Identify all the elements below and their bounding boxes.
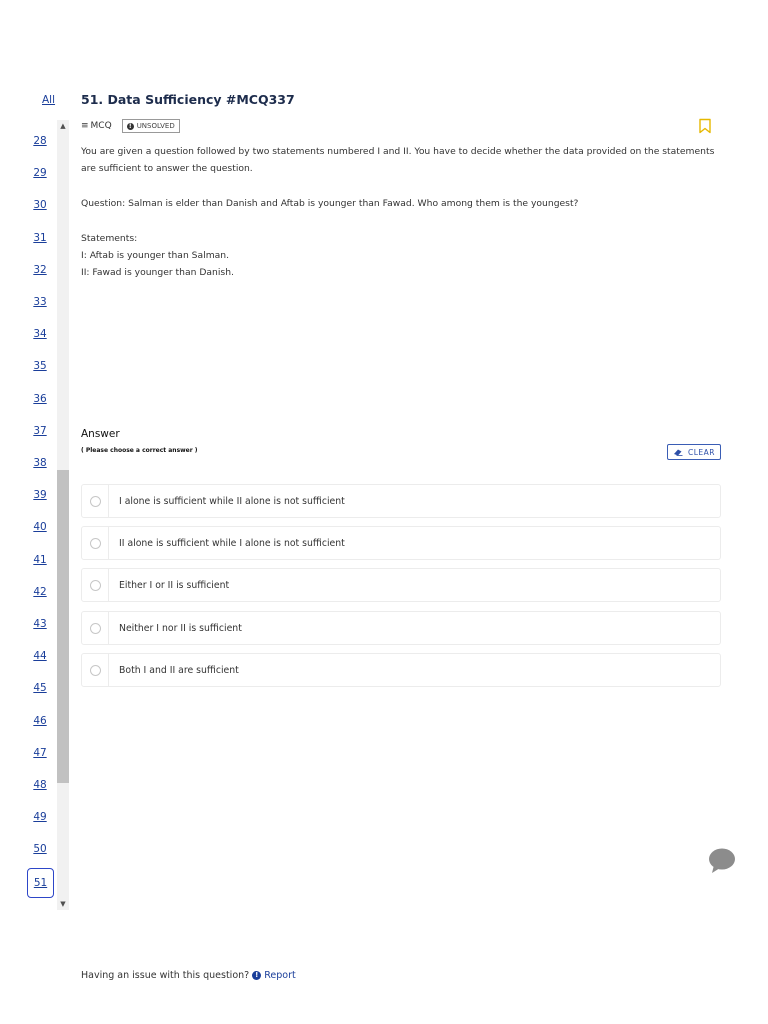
nav-scrollbar[interactable] xyxy=(57,120,69,910)
report-label: Report xyxy=(264,970,296,981)
question-link-45[interactable]: 45 xyxy=(33,682,47,695)
question-link-46[interactable]: 46 xyxy=(33,714,47,727)
question-title: 51. Data Sufficiency #MCQ337 xyxy=(81,92,295,107)
question-prompt: Question: Salman is elder than Danish and Aftab is younger than Fawad. Who among them is the youngest? xyxy=(81,198,579,209)
statement-1: I: Aftab is younger than Salman. xyxy=(81,250,230,261)
option-label: Either I or II is sufficient xyxy=(119,579,230,591)
question-link-35[interactable]: 35 xyxy=(33,360,47,373)
eraser-icon xyxy=(673,448,683,456)
answer-option-3[interactable] xyxy=(81,568,721,602)
question-link-33[interactable]: 33 xyxy=(33,296,47,308)
radio-button[interactable] xyxy=(90,665,101,676)
clear-label: CLEAR xyxy=(688,447,715,457)
answer-hint: ( Please choose a correct answer ) xyxy=(81,447,198,454)
list-icon: ≡ xyxy=(81,121,89,131)
answer-option-1[interactable] xyxy=(81,484,721,518)
question-link-28[interactable]: 28 xyxy=(33,135,47,147)
radio-cell xyxy=(82,485,109,517)
radio-cell xyxy=(82,527,109,559)
question-meta xyxy=(81,119,180,133)
option-label: I alone is sufficient while II alone is not sufficient xyxy=(119,495,345,507)
scroll-up-arrow-icon[interactable]: ▲ xyxy=(60,122,66,130)
info-icon: ! xyxy=(127,123,134,130)
radio-button[interactable] xyxy=(90,580,101,591)
question-type: MCQ xyxy=(90,121,112,131)
answer-option-2[interactable] xyxy=(81,526,721,560)
option-label: Neither I nor II is sufficient xyxy=(119,622,242,634)
question-link-34[interactable]: 34 xyxy=(33,328,47,341)
question-link-42[interactable]: 42 xyxy=(33,585,47,598)
clear-button[interactable] xyxy=(667,444,721,460)
scrollbar-thumb[interactable] xyxy=(57,470,69,783)
status-label: UNSOLVED xyxy=(136,122,175,130)
radio-cell xyxy=(82,569,109,601)
chat-icon[interactable] xyxy=(708,848,736,874)
question-link-36[interactable]: 36 xyxy=(33,392,47,405)
question-link-49[interactable]: 49 xyxy=(33,811,47,824)
answer-heading: Answer xyxy=(81,428,120,440)
question-link-39[interactable]: 39 xyxy=(33,489,47,502)
question-body xyxy=(81,143,721,281)
question-link-30[interactable]: 30 xyxy=(33,199,47,212)
radio-button[interactable] xyxy=(90,496,101,507)
report-link[interactable] xyxy=(252,970,296,981)
question-link-29[interactable]: 29 xyxy=(33,167,47,180)
question-link-40[interactable]: 40 xyxy=(33,521,47,534)
info-icon: ! xyxy=(252,971,261,980)
radio-cell xyxy=(82,654,109,686)
question-link-43[interactable]: 43 xyxy=(33,618,47,630)
question-link-50[interactable]: 50 xyxy=(33,843,47,856)
issue-text: Having an issue with this question? xyxy=(81,970,250,981)
answer-option-5[interactable] xyxy=(81,653,721,687)
radio-button[interactable] xyxy=(90,623,101,634)
question-intro: You are given a question followed by two statements numbered I and II. You have to decide whether the data provided on the statements are sufficient to answer the question. xyxy=(81,146,715,174)
radio-cell xyxy=(82,612,109,644)
question-link-51[interactable]: 51 xyxy=(27,868,54,898)
question-link-38[interactable]: 38 xyxy=(33,457,47,469)
all-questions-link[interactable]: All xyxy=(42,94,56,106)
radio-button[interactable] xyxy=(90,538,101,549)
option-label: Both I and II are sufficient xyxy=(119,664,239,676)
answer-option-4[interactable] xyxy=(81,611,721,645)
statements-heading: Statements: xyxy=(81,233,138,244)
scroll-down-arrow-icon[interactable]: ▼ xyxy=(60,900,66,908)
option-label: II alone is sufficient while I alone is not sufficient xyxy=(119,537,345,549)
status-badge xyxy=(122,119,180,133)
statement-2: II: Fawad is younger than Danish. xyxy=(81,267,234,278)
question-link-31[interactable]: 31 xyxy=(33,231,47,244)
question-link-41[interactable]: 41 xyxy=(33,553,47,566)
bookmark-icon[interactable] xyxy=(698,118,712,134)
question-link-44[interactable]: 44 xyxy=(33,650,47,663)
footer xyxy=(81,970,296,981)
question-link-37[interactable]: 37 xyxy=(33,424,47,437)
question-link-32[interactable]: 32 xyxy=(33,263,47,276)
question-link-48[interactable]: 48 xyxy=(33,779,47,791)
question-link-47[interactable]: 47 xyxy=(33,746,47,759)
